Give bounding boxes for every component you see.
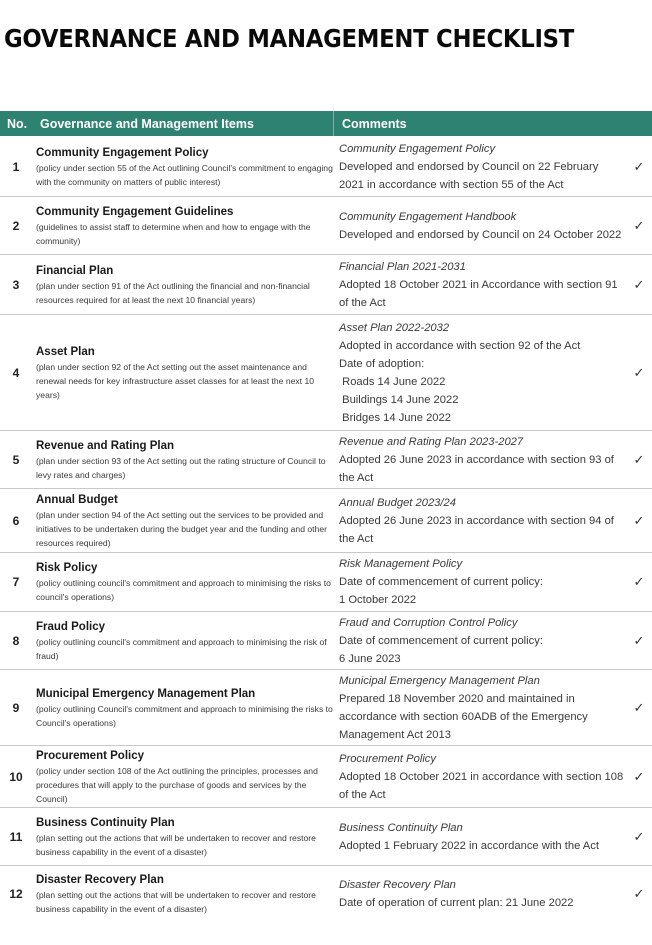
comment-text: Adopted 26 June 2023 in accordance with section 94 of the Act — [339, 514, 614, 545]
table-row — [0, 866, 652, 922]
comment-text: Prepared 18 November 2020 and maintained in accordance with section 60ADB of the Emergency Management Act 2013 — [339, 692, 588, 741]
item-title: Risk Policy — [36, 562, 98, 574]
comment-cell — [336, 612, 626, 669]
comment-title: Community Engagement Policy — [339, 142, 496, 155]
comment-text: Developed and endorsed by Council on 22 February 2021 in accordance with section 55 of the Act — [339, 160, 599, 191]
comment-cell — [336, 808, 626, 865]
item-description: (policy under section 108 of the Act outlining the principles, processes and procedures that will apply to the purchase of goods and services by the Council) — [36, 765, 318, 804]
comment-text: Adopted 18 October 2021 in accordance with section 108 of the Act — [339, 770, 624, 801]
item-description: (plan under section 91 of the Act outlining the financial and non-financial resources required for at least the next 10 financial years) — [36, 280, 310, 305]
comment-cell — [336, 670, 626, 745]
row-number: 4 — [12, 365, 20, 380]
check-mark-icon: ✓ — [633, 699, 645, 715]
check-mark-icon: ✓ — [633, 158, 645, 174]
row-number: 8 — [12, 633, 20, 648]
item-cell — [32, 197, 336, 254]
comment-title: Municipal Emergency Management Plan — [339, 674, 540, 687]
comment-text: Date of operation of current plan: 21 June 2022 — [339, 897, 574, 909]
item-title: Community Engagement Guidelines — [36, 205, 234, 218]
comment-title: Risk Management Policy — [339, 558, 463, 570]
item-cell — [32, 137, 336, 196]
comment-cell — [336, 431, 626, 488]
check-mark-icon: ✓ — [633, 828, 645, 844]
comment-text: Date of commencement of current policy: — [339, 634, 543, 647]
item-description: (plan under section 94 of the Act setting out the services to be provided and initiatives to be undertaken during the budget year and the funding and other resources required) — [36, 509, 327, 548]
page-title: GOVERNANCE AND MANAGEMENT CHECKLIST — [4, 24, 575, 53]
comment-title: Business Continuity Plan — [339, 821, 463, 834]
check-mark-icon: ✓ — [633, 768, 645, 784]
item-description: (plan setting out the actions that will be undertaken to recover and restore business capability in the event of a disaster) — [36, 890, 316, 914]
comment-title: Annual Budget 2023/24 — [339, 496, 456, 509]
comment-text: Adopted 26 June 2023 in accordance with section 93 of the Act — [339, 453, 614, 484]
item-cell — [32, 670, 336, 745]
item-cell — [32, 808, 336, 865]
table-row — [0, 612, 652, 670]
item-title: Municipal Emergency Management Plan — [36, 687, 256, 700]
item-cell — [32, 315, 336, 430]
item-title: Community Engagement Policy — [36, 146, 209, 159]
table-row — [0, 431, 652, 489]
table-row — [0, 315, 652, 431]
table-row — [0, 553, 652, 612]
comment-cell — [336, 746, 626, 807]
item-title: Procurement Policy — [36, 749, 145, 762]
item-description: (plan under section 92 of the Act setting out the asset maintenance and renewal needs for key infrastructure asset classes for at least the next 10 years) — [36, 361, 315, 400]
item-title: Disaster Recovery Plan — [36, 874, 164, 886]
item-description: (plan setting out the actions that will be undertaken to recover and restore business capability in the event of a disaster) — [36, 832, 316, 857]
table-row — [0, 746, 652, 808]
comment-cell — [336, 489, 626, 552]
comment-text: 1 October 2022 — [339, 594, 417, 606]
table-row — [0, 670, 652, 746]
comment-text: Date of adoption: — [339, 357, 425, 370]
check-mark-icon: ✓ — [633, 364, 645, 380]
comment-text: Date of commencement of current policy: — [339, 576, 543, 588]
item-cell — [32, 612, 336, 669]
item-description: (policy outlining council's commitment and approach to minimising the risks to council's operations) — [36, 578, 331, 602]
item-description: (plan under section 93 of the Act setting out the rating structure of Council to levy rates and charges) — [36, 455, 326, 480]
comment-text: Adopted in accordance with section 92 of the Act — [339, 339, 581, 352]
comment-title: Disaster Recovery Plan — [339, 879, 456, 891]
comment-text: Adopted 1 February 2022 in accordance with the Act — [339, 839, 599, 852]
comment-title: Community Engagement Handbook — [339, 210, 517, 223]
table-row — [0, 137, 652, 197]
item-cell — [32, 489, 336, 552]
header-items: Governance and Management Items — [32, 111, 334, 136]
table-row — [0, 255, 652, 315]
check-mark-icon: ✓ — [633, 451, 645, 467]
item-title: Asset Plan — [36, 345, 95, 358]
comment-text: Roads 14 June 2022 — [339, 375, 446, 388]
row-number: 5 — [12, 452, 20, 467]
comment-cell — [336, 553, 626, 611]
comment-title: Procurement Policy — [339, 752, 436, 765]
comment-text: 6 June 2023 — [339, 652, 401, 665]
check-mark-icon: ✓ — [633, 217, 645, 233]
comment-cell — [336, 255, 626, 314]
item-title: Annual Budget — [36, 493, 118, 506]
comment-cell — [336, 197, 626, 254]
item-description: (policy outlining Council's commitment and approach to minimising the risks to Council's operations) — [36, 703, 333, 728]
comment-title: Fraud and Corruption Control Policy — [339, 616, 518, 629]
comment-cell — [336, 315, 626, 430]
comment-cell — [336, 137, 626, 196]
comment-text: Buildings 14 June 2022 — [339, 393, 459, 406]
check-mark-icon: ✓ — [633, 276, 645, 292]
header-no: No. — [7, 116, 28, 131]
item-description: (guidelines to assist staff to determine when and how to engage with the community) — [36, 221, 311, 246]
comment-title: Asset Plan 2022-2032 — [339, 321, 450, 334]
item-title: Fraud Policy — [36, 620, 106, 633]
row-number: 1 — [12, 159, 20, 174]
item-title: Business Continuity Plan — [36, 816, 175, 829]
check-mark-icon: ✓ — [633, 886, 645, 901]
table-row — [0, 808, 652, 866]
check-mark-icon: ✓ — [633, 574, 645, 589]
table-header — [0, 111, 652, 137]
check-mark-icon: ✓ — [633, 632, 645, 648]
comment-text: Adopted 18 October 2021 in Accordance with section 91 of the Act — [339, 278, 618, 309]
item-cell — [32, 866, 336, 922]
comment-text: Developed and endorsed by Council on 24 October 2022 — [339, 228, 622, 241]
item-cell — [32, 431, 336, 488]
row-number: 9 — [12, 700, 20, 715]
row-number: 7 — [12, 575, 20, 589]
row-number: 6 — [12, 513, 20, 528]
table-row — [0, 489, 652, 553]
comment-title: Revenue and Rating Plan 2023-2027 — [339, 435, 524, 448]
comment-title: Financial Plan 2021-2031 — [339, 260, 466, 273]
comment-text: Bridges 14 June 2022 — [339, 411, 451, 424]
comment-cell — [336, 866, 626, 922]
row-number: 11 — [9, 829, 23, 844]
item-description: (policy outlining council's commitment and approach to minimising the risk of fraud) — [36, 636, 327, 661]
item-title: Revenue and Rating Plan — [36, 439, 175, 452]
row-number: 10 — [9, 769, 23, 784]
item-cell — [32, 553, 336, 611]
row-number: 12 — [9, 887, 23, 901]
checklist-table — [0, 111, 652, 922]
row-number: 2 — [12, 218, 20, 233]
item-cell — [32, 746, 336, 807]
header-comments: Comments — [342, 116, 407, 131]
item-cell — [32, 255, 336, 314]
row-number: 3 — [12, 277, 20, 292]
check-mark-icon: ✓ — [633, 512, 645, 528]
item-description: (policy under section 55 of the Act outlining Council's commitment to engaging with the community on matters of public interest) — [36, 162, 333, 187]
item-title: Financial Plan — [36, 264, 114, 277]
table-row — [0, 197, 652, 255]
